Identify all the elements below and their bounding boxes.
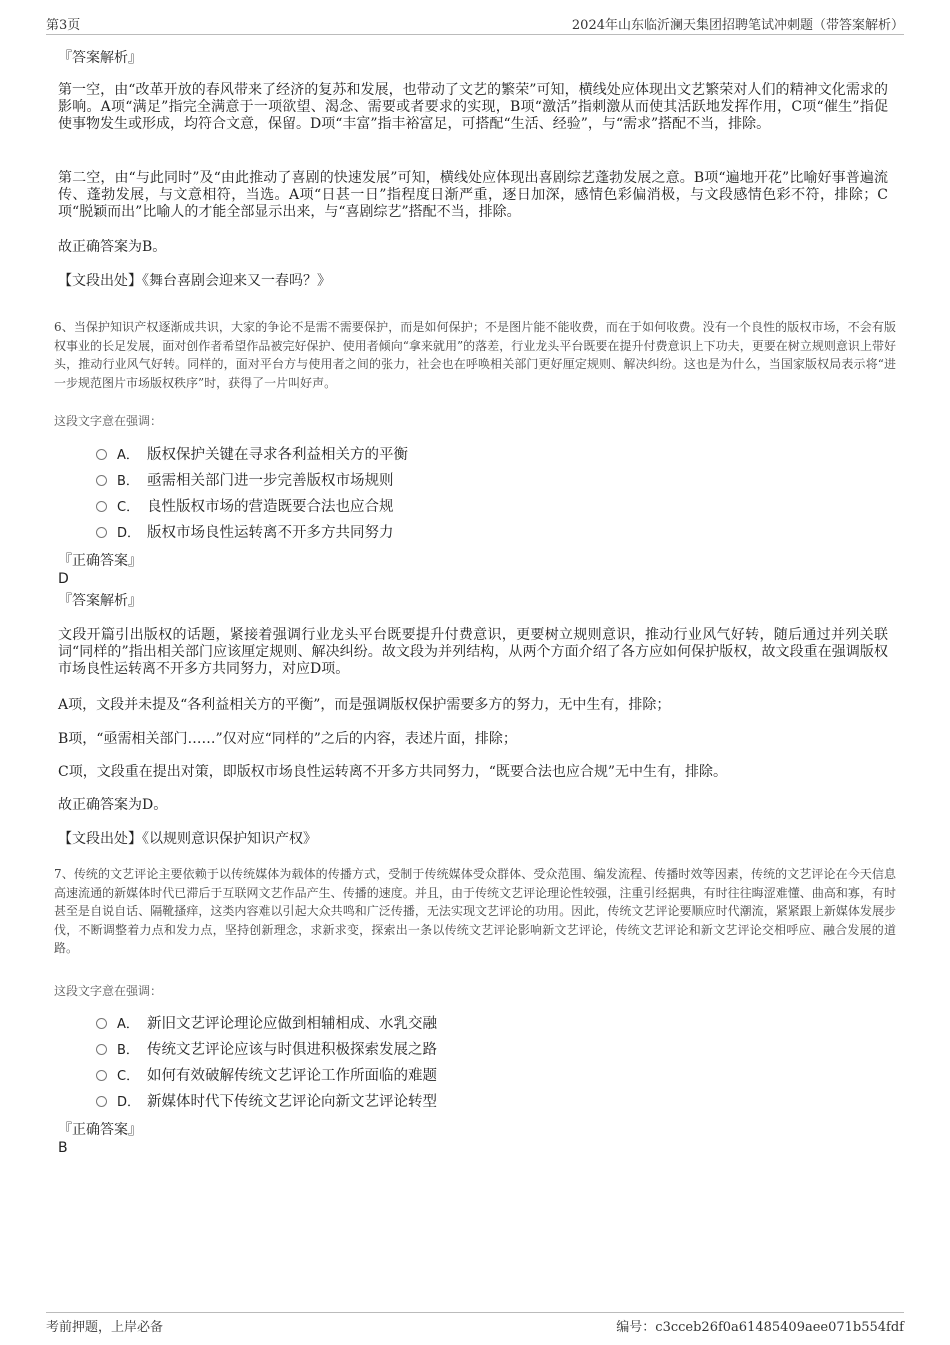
q5-analysis-para2: 第二空，由“与此同时”及“由此推动了喜剧的快速发展”可知，横线处应体现出喜剧综艺蓬勃发展之意。B项“遍地开花”比喻好事普遍流传、蓬勃发展，与文意相符，当选。A项“日甚一日”指程度日渐严重，逐日加深，感情色彩偏消极，与文段感情色彩不符，排除；C项“脱颖而出”比喻人的才能全部显示出来，与“喜剧综艺”搭配不当，排除。 (58, 170, 888, 220)
q7-option-a[interactable]: A． 新旧文艺评论理论应做到相辅相成、水乳交融 (96, 1014, 437, 1034)
q7-option-b[interactable]: B． 传统文艺评论应该与时俱进积极探索发展之路 (96, 1040, 437, 1060)
footer-slogan: 考前押题，上岸必备 (46, 1320, 164, 1335)
document-title: 2024年山东临沂澜天集团招聘笔试冲刺题（带答案解析） (571, 18, 904, 33)
q6-analysis-b: B项，“亟需相关部门……”仅对应“同样的”之后的内容，表述片面，排除； (58, 731, 517, 747)
radio-icon[interactable] (96, 1096, 107, 1107)
q6-prompt: 这段文字意在强调： (54, 414, 163, 428)
radio-icon[interactable] (96, 527, 107, 538)
q6-option-c[interactable]: C． 良性版权市场的营造既要合法也应合规 (96, 497, 394, 517)
q6-analysis-c: C项，文段重在提出对策，即版权市场良性运转离不开多方共同努力，“既要合法也应合规”无中生有，排除。 (58, 764, 728, 780)
q5-source: 【文段出处】《舞台喜剧会迎来又一春吗？》 (58, 273, 331, 289)
radio-icon[interactable] (96, 1044, 107, 1055)
q6-analysis-label: 『答案解析』 (58, 593, 142, 609)
q6-stem: 6、当保护知识产权逐渐成共识，大家的争论不是需不需要保护，而是如何保护；不是图片能不能收费，而在于如何收费。没有一个良性的版权市场，不会有版权事业的长足发展，面对创作者希望作品被完好保护、使用者倾向“拿来就用”的落差，行业龙头平台既要在提升付费意识上下功夫，更要在树立规则意识上带好头，推动行业风气好转。同样的，面对平台方与使用者之间的张力，社会也在呼唤相关部门更好厘定规则、解决纠纷。这也是为什么，当国家版权局表示将“进一步规范图片市场版权秩序”时，获得了一片叫好声。 (54, 320, 896, 390)
q6-conclusion: 故正确答案为D。 (58, 797, 168, 813)
q5-analysis-label: 『答案解析』 (58, 50, 142, 66)
page-number: 第3页 (46, 18, 81, 33)
q5-conclusion: 故正确答案为B。 (58, 239, 167, 255)
radio-icon[interactable] (96, 1070, 107, 1081)
q7-option-d[interactable]: D． 新媒体时代下传统文艺评论向新文艺评论转型 (96, 1092, 437, 1112)
q6-analysis-a: A项，文段并未提及“各利益相关方的平衡”，而是强调版权保护需要多方的努力，无中生有，排除； (58, 697, 671, 713)
q7-option-c[interactable]: C． 如何有效破解传统文艺评论工作所面临的难题 (96, 1066, 437, 1086)
q6-option-d[interactable]: D． 版权市场良性运转离不开多方共同努力 (96, 523, 394, 543)
q7-prompt: 这段文字意在强调： (54, 984, 163, 998)
q7-answer: B (58, 1140, 68, 1156)
q6-option-b[interactable]: B． 亟需相关部门进一步完善版权市场规则 (96, 471, 394, 491)
radio-icon[interactable] (96, 449, 107, 460)
q6-answer-label: 『正确答案』 (58, 553, 142, 569)
page-header (46, 14, 904, 35)
footer-doc-id: 编号：c3cceb26f0a61485409aee071b554fdf (616, 1320, 904, 1335)
q7-stem: 7、传统的文艺评论主要依赖于以传统媒体为载体的传播方式，受制于传统媒体受众群体、受众范围、编发流程、传播时效等因素，传统的文艺评论在今天信息高速流通的新媒体时代已滞后于互联网文艺作品产生、传播的速度。并且，由于传统文艺评论理论性较强，注重引经据典，有时往往晦涩难懂、曲高和寡，有时甚至是自说自话、隔靴搔痒，这类内容难以引起大众共鸣和广泛传播，无法实现文艺评论的功用。因此，传统文艺评论要顺应时代潮流，紧紧跟上新媒体发展步伐，不断调整着力点和发力点，坚持创新理念，求新求变，探索出一条以传统文艺评论影响新文艺评论，传统文艺评论和新文艺评论交相呼应、融合发展的道路。 (54, 867, 896, 955)
q5-analysis-para1: 第一空，由“改革开放的春风带来了经济的复苏和发展，也带动了文艺的繁荣”可知，横线处应体现出文艺繁荣对人们的精神文化需求的影响。A项“满足”指完全满意于一项欲望、渴念、需要或者要求的实现，B项“激活”指刺激从而使其活跃地发挥作用，C项“催生”指促使事物发生或形成，均符合文意，保留。D项“丰富”指丰裕富足，可搭配“生活、经验”，与“需求”搭配不当，排除。 (58, 82, 888, 132)
q6-answer: D (58, 571, 69, 587)
q6-source: 【文段出处】《以规则意识保护知识产权》 (58, 831, 317, 847)
radio-icon[interactable] (96, 501, 107, 512)
q6-analysis-main: 文段开篇引出版权的话题，紧接着强调行业龙头平台既要提升付费意识，更要树立规则意识，推动行业风气好转，随后通过并列关联词“同样的”指出相关部门应该厘定规则、解决纠纷。故文段为并列结构，从两个方面介绍了各方应如何保护版权，故文段重在强调版权市场良性运转离不开多方共同努力，对应D项。 (58, 627, 888, 677)
radio-icon[interactable] (96, 475, 107, 486)
q7-answer-label: 『正确答案』 (58, 1122, 142, 1138)
radio-icon[interactable] (96, 1018, 107, 1029)
q6-option-a[interactable]: A． 版权保护关键在寻求各利益相关方的平衡 (96, 445, 408, 465)
page-footer (46, 1312, 904, 1335)
